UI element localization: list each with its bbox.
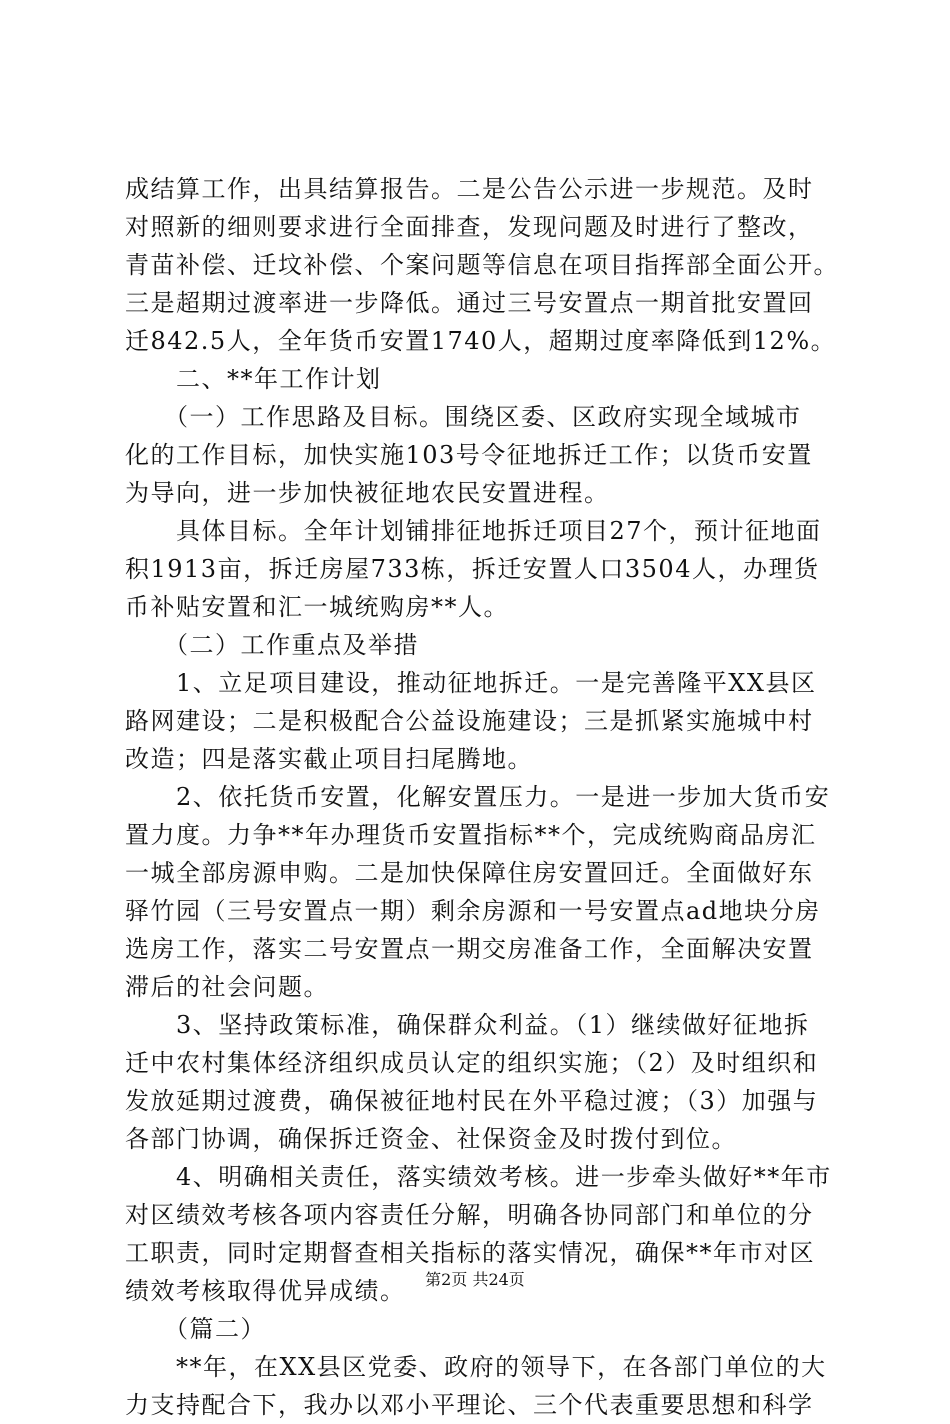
text-line: 成结算工作，出具结算报告。二是公告公示进一步规范。及时 [125,175,814,203]
text-line: 青苗补偿、迁坟补偿、个案问题等信息在项目指挥部全面公开。 [125,251,839,279]
text-line: 力支持配合下，我办以邓小平理论、三个代表重要思想和科学 [125,1391,814,1419]
text-line: 4、明确相关责任，落实绩效考核。进一步牵头做好**年市 [125,1163,832,1191]
text-line: 滞后的社会问题。 [125,973,329,1001]
text-line: （一）工作思路及目标。围绕区委、区政府实现全域城市 [125,403,802,431]
text-line: 工职责，同时定期督查相关指标的落实情况，确保**年市对区 [125,1239,815,1267]
text-line: 选房工作，落实二号安置点一期交房准备工作，全面解决安置 [125,935,814,963]
text-line: 三是超期过渡率进一步降低。通过三号安置点一期首批安置回 [125,289,814,317]
text-line: 改造；四是落实截止项目扫尾腾地。 [125,745,533,773]
page-number: 第2页 共24页 [425,1270,525,1289]
text-line: 币补贴安置和汇一城统购房**人。 [125,593,509,621]
text-line: 一城全部房源申购。二是加快保障住房安置回迁。全面做好东 [125,859,814,887]
text-line: 1、立足项目建设，推动征地拆迁。一是完善隆平XX县区 [125,669,817,697]
text-line: 3、坚持政策标准，确保群众利益。（1）继续做好征地拆 [125,1011,810,1039]
text-line: 各部门协调，确保拆迁资金、社保资金及时拨付到位。 [125,1125,737,1153]
text-line: 绩效考核取得优异成绩。 [125,1277,406,1305]
text-line: 置力度。力争**年办理货币安置指标**个，完成统购商品房汇 [125,821,817,849]
document-body [125,170,840,1424]
text-line: 2、依托货币安置，化解安置压力。一是进一步加大货币安 [125,783,831,811]
text-line: 对区绩效考核各项内容责任分解，明确各协同部门和单位的分 [125,1201,814,1229]
text-line: 驿竹园（三号安置点一期）剩余房源和一号安置点ad地块分房 [125,897,821,925]
text-line: 迁中农村集体经济组织成员认定的组织实施；（2）及时组织和 [125,1049,819,1077]
page-footer [0,1268,950,1292]
text-line: 发放延期过渡费，确保被征地村民在外平稳过渡；（3）加强与 [125,1087,819,1115]
subsection-heading: （二）工作重点及举措 [125,631,419,659]
text-line: 具体目标。全年计划铺排征地拆迁项目27个，预计征地面 [125,517,822,545]
text-line: 化的工作目标，加快实施103号令征地拆迁工作；以货币安置 [125,441,813,469]
text-line: 积1913亩，拆迁房屋733栋，拆迁安置人口3504人，办理货 [125,555,820,583]
text-line: 对照新的细则要求进行全面排查，发现问题及时进行了整改， [125,213,814,241]
text-line: 路网建设；二是积极配合公益设施建设；三是抓紧实施城中村 [125,707,814,735]
text-line: 为导向，进一步加快被征地农民安置进程。 [125,479,610,507]
text-line: 迁842.5人，全年货币安置1740人，超期过度率降低到12%。 [125,327,837,355]
text-line: **年，在XX县区党委、政府的领导下，在各部门单位的大 [125,1353,827,1381]
part-heading: （篇二） [125,1315,266,1343]
section-heading: 二、**年工作计划 [125,365,382,393]
